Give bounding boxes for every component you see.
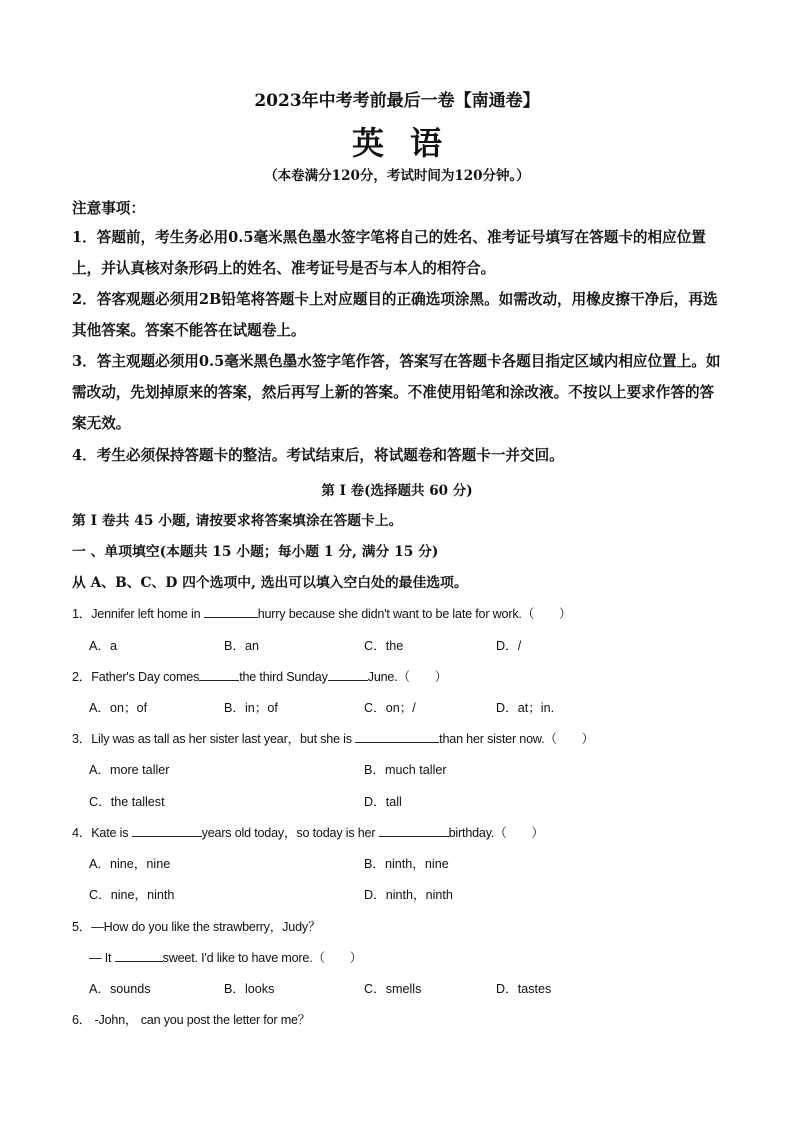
part1-heading: 第 I 卷(选择题共 60 分) xyxy=(321,483,473,499)
question-5-reply xyxy=(89,947,362,966)
option-b: B．in；of xyxy=(224,701,278,715)
answer-blank xyxy=(379,824,449,837)
answer-blank xyxy=(204,605,258,618)
question-2 xyxy=(72,666,447,685)
option-a: A．on；of xyxy=(89,701,148,715)
question-text: June.（ ） xyxy=(367,670,448,684)
answer-blank xyxy=(132,824,202,837)
subject-title: 英语 xyxy=(351,124,468,162)
option-d: D．at；in. xyxy=(496,701,555,715)
answer-blank xyxy=(115,949,163,962)
question-text: 3．Lily was as tall as her sister last year，but she is xyxy=(72,732,356,746)
question-6: 6． -John， can you post the letter for me？ xyxy=(72,1013,311,1027)
question-3 xyxy=(72,728,594,747)
note-item-2: 2．答客观题必须用2B铅笔将答题卡上对应题目的正确选项涂黑。如需改动，用橡皮擦干净后，再选其他答案。答案不能答在试题卷上。 xyxy=(72,291,718,339)
option-b: B．ninth，nine xyxy=(364,857,449,871)
section-instruction: 从 A、B、C、D 四个选项中, 选出可以填入空白处的最佳选项。 xyxy=(72,575,468,591)
note-item-4: 4．考生必须保持答题卡的整洁。考试结束后，将试题卷和答题卡一并交回。 xyxy=(72,447,564,464)
option-c: C．the tallest xyxy=(89,795,165,809)
part1-instruction: 第 I 卷共 45 小题, 请按要求将答案填涂在答题卡上。 xyxy=(72,513,403,529)
question-text: 2．Father's Day comes xyxy=(72,670,200,684)
option-d: D．tastes xyxy=(496,982,552,996)
note-item-1: 1．答题前，考生务必用0.5毫米黑色墨水签字笔将自己的姓名、准考证号填写在答题卡的相应位置上，并认真核对条形码上的姓名、准考证号是否与本人的相符合。 xyxy=(72,229,706,277)
option-c: C．smells xyxy=(364,982,422,996)
option-b: B．looks xyxy=(224,982,275,996)
answer-blank xyxy=(355,730,439,743)
question-5: 5．—How do you like the strawberry，Judy？ xyxy=(72,920,321,934)
question-text: the third Sunday xyxy=(239,670,328,684)
answer-blank xyxy=(199,668,239,681)
question-text: 4．Kate is xyxy=(72,826,132,840)
option-a: A．nine，nine xyxy=(89,857,171,871)
question-text: than her sister now.（ ） xyxy=(439,732,594,746)
option-d: D．tall xyxy=(364,795,402,809)
note-item-3: 3．答主观题必须用0.5毫米黑色墨水签字笔作答，答案写在答题卡各题目指定区域内相应位置上。如需改动，先划掉原来的答案，然后再写上新的答案。不准使用铅笔和涂改液。不按以上要求作答的答案无效。 xyxy=(72,353,721,432)
option-c: C．on；/ xyxy=(364,701,416,715)
option-b: B．much taller xyxy=(364,763,447,777)
option-d: D．/ xyxy=(496,639,522,653)
exam-title: 2023年中考考前最后一卷【南通卷】 xyxy=(254,91,540,111)
question-text: birthday.（ ） xyxy=(448,826,544,840)
question-1 xyxy=(72,603,571,622)
question-text: hurry because she didn't want to be late for work.（ ） xyxy=(257,607,572,621)
option-b: B．an xyxy=(224,639,260,653)
question-4 xyxy=(72,822,544,841)
question-text: sweet. I'd like to have more.（ ） xyxy=(162,951,363,965)
option-c: C．nine，ninth xyxy=(89,888,175,902)
notes-heading: 注意事项： xyxy=(72,200,145,217)
answer-blank xyxy=(328,668,368,681)
option-c: C．the xyxy=(364,639,404,653)
question-text: — It xyxy=(89,951,115,965)
option-d: D．ninth，ninth xyxy=(364,888,453,902)
option-a: A．more taller xyxy=(89,763,170,777)
exam-meta: （本卷满分120分，考试时间为120分钟。） xyxy=(264,168,530,184)
option-a: A．sounds xyxy=(89,982,151,996)
question-text: years old today，so today is her xyxy=(201,826,379,840)
question-text: 1．Jennifer left home in xyxy=(72,607,204,621)
section-title: 一 、单项填空(本题共 15 小题；每小题 1 分, 满分 15 分) xyxy=(72,544,439,560)
option-a: A．a xyxy=(89,639,117,653)
